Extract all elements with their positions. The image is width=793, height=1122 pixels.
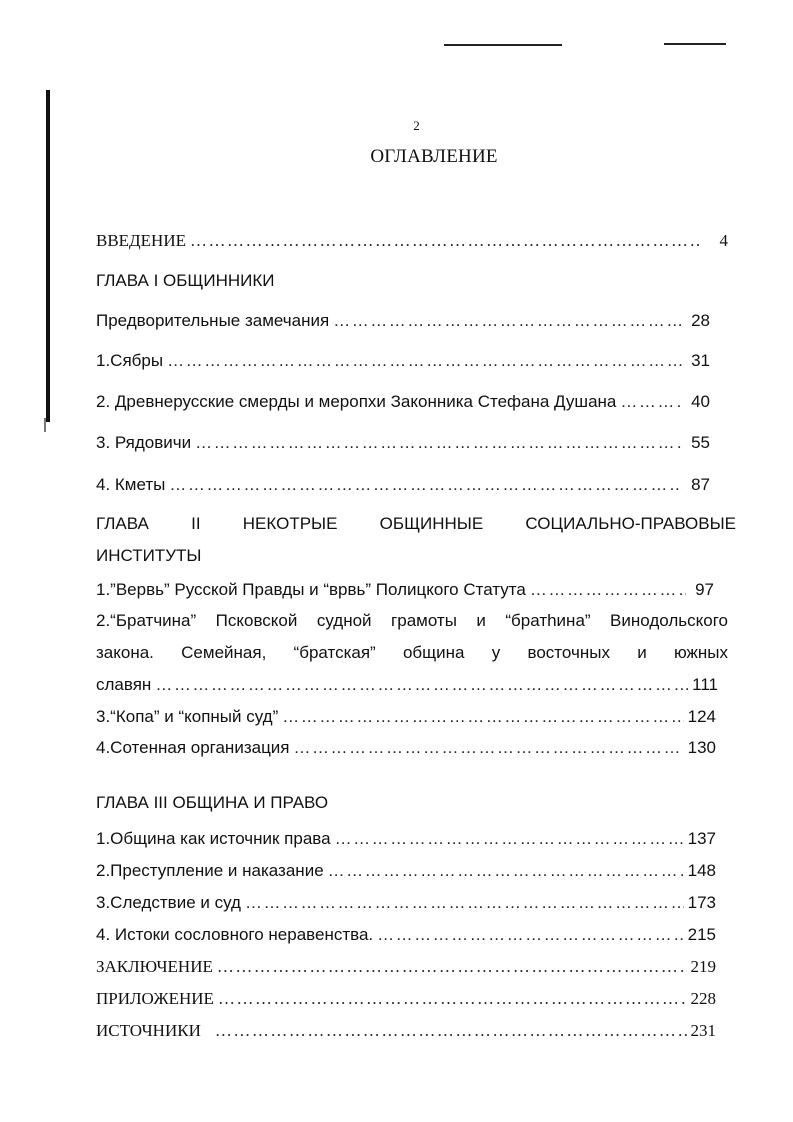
toc-entry-label: Предворительные замечания bbox=[96, 311, 330, 330]
toc-leader-dots bbox=[282, 707, 683, 727]
toc-entry-page: 231 bbox=[690, 1021, 716, 1040]
toc-entry-page: 31 bbox=[691, 351, 710, 370]
toc-entry-label: ИСТОЧНИКИ bbox=[96, 1021, 201, 1040]
toc-entry-label: 4.Сотенная организация bbox=[96, 738, 290, 757]
toc-entry-label: 2.Преступление и наказание bbox=[96, 861, 324, 880]
toc-entry-label: ВВЕДЕНИЕ bbox=[96, 231, 186, 250]
toc-leader-dots bbox=[333, 311, 682, 331]
toc-entry-page: 4 bbox=[719, 231, 728, 250]
toc-entry-label: 3.“Копа” и “копный суд” bbox=[96, 707, 279, 726]
toc-leader-dots bbox=[169, 475, 682, 495]
toc-entry-page: 55 bbox=[691, 433, 710, 452]
toc-entry bbox=[96, 351, 710, 371]
toc-entry-page: 97 bbox=[695, 580, 714, 599]
toc-leader-dots bbox=[215, 1021, 687, 1041]
toc-leader-dots bbox=[167, 351, 682, 371]
toc-entry-page: 40 bbox=[691, 392, 710, 411]
toc-entry-label: ЗАКЛЮЧЕНИЕ bbox=[96, 957, 213, 976]
toc-entry bbox=[96, 738, 716, 758]
toc-entry-appendix bbox=[96, 989, 716, 1009]
toc-entry-text: закона. Семейная, “братская” община у восточных и южных bbox=[96, 643, 728, 662]
toc-leader-dots bbox=[377, 925, 683, 945]
chapter-heading: ГЛАВА III ОБЩИНА И ПРАВО bbox=[96, 793, 329, 812]
toc-entry bbox=[96, 675, 718, 695]
toc-leader-dots bbox=[218, 989, 687, 1009]
toc-entry bbox=[96, 925, 716, 945]
toc-entry-page: 130 bbox=[687, 738, 716, 757]
toc-entry-page: 28 bbox=[691, 311, 710, 330]
toc-entry-page: 215 bbox=[687, 925, 716, 944]
toc-leader-dots bbox=[217, 957, 687, 977]
toc-entry-page: 228 bbox=[690, 989, 716, 1008]
scan-artifact-edge bbox=[46, 90, 50, 422]
toc-entry bbox=[96, 580, 714, 600]
toc-entry-page: 137 bbox=[687, 829, 716, 848]
toc-entry-conclusion bbox=[96, 957, 716, 977]
toc-entry-page: 148 bbox=[687, 861, 716, 880]
toc-entry-label: ПРИЛОЖЕНИЕ bbox=[96, 989, 214, 1008]
toc-entry-label: 4. Истоки сословного неравенства. bbox=[96, 925, 374, 944]
toc-entry-introduction bbox=[96, 231, 728, 251]
toc-leader-dots bbox=[328, 861, 684, 881]
toc-leader-dots bbox=[195, 433, 682, 453]
toc-entry-label: 3.Следствие и суд bbox=[96, 893, 241, 912]
toc-entry bbox=[96, 861, 716, 881]
toc-entry-label: 3. Рядовичи bbox=[96, 433, 192, 452]
toc-entry bbox=[96, 707, 716, 727]
toc-entry-label: 1.Община как источник права bbox=[96, 829, 331, 848]
toc-entry bbox=[96, 475, 710, 495]
toc-leader-dots bbox=[155, 675, 688, 695]
toc-entry bbox=[96, 829, 716, 849]
toc-entry-page: 124 bbox=[687, 707, 716, 726]
toc-entry-page: 219 bbox=[690, 957, 716, 976]
toc-entry bbox=[96, 392, 710, 412]
toc-entry bbox=[96, 893, 716, 913]
scan-artifact-line bbox=[664, 43, 726, 45]
toc-entry bbox=[96, 311, 710, 331]
toc-leader-dots bbox=[620, 392, 682, 412]
toc-leader-dots bbox=[294, 738, 684, 758]
toc-entry-text: 2.“Братчина” Псковской судной грамоты и “братhина” Винодольского bbox=[96, 611, 728, 630]
toc-entry-label: 1.”Вервь” Русской Правды и “врвь” Полицкого Статута bbox=[96, 580, 526, 599]
toc-entry-label: 2. Древнерусские смерды и меропхи Законника Стефана Душана bbox=[96, 392, 617, 411]
scan-artifact-mark bbox=[44, 418, 46, 432]
toc-entry-sources bbox=[96, 1021, 716, 1041]
toc-leader-dots bbox=[245, 893, 684, 913]
toc-entry-page: 87 bbox=[691, 475, 710, 494]
toc-leader-dots bbox=[190, 231, 700, 251]
page-number: 2 bbox=[413, 118, 420, 133]
chapter-heading-continued: ИНСТИТУТЫ bbox=[96, 546, 202, 565]
toc-entry-page: 173 bbox=[687, 893, 716, 912]
toc-leader-dots bbox=[530, 580, 686, 600]
page-title: ОГЛАВЛЕНИЕ bbox=[370, 146, 498, 167]
toc-entry-label: славян bbox=[96, 675, 152, 694]
chapter-heading: ГЛАВА I ОБЩИННИКИ bbox=[96, 271, 275, 290]
toc-entry-label: 1.Сябры bbox=[96, 351, 164, 370]
scan-artifact-line bbox=[444, 44, 562, 46]
toc-entry-page: 111 bbox=[692, 675, 718, 694]
chapter-heading: ГЛАВА II НЕКОТРЫЕ ОБЩИННЫЕ СОЦИАЛЬНО-ПРАВОВЫЕ bbox=[96, 514, 736, 533]
toc-leader-dots bbox=[335, 829, 684, 849]
toc-entry bbox=[96, 433, 710, 453]
toc-entry-label: 4. Кметы bbox=[96, 475, 166, 494]
